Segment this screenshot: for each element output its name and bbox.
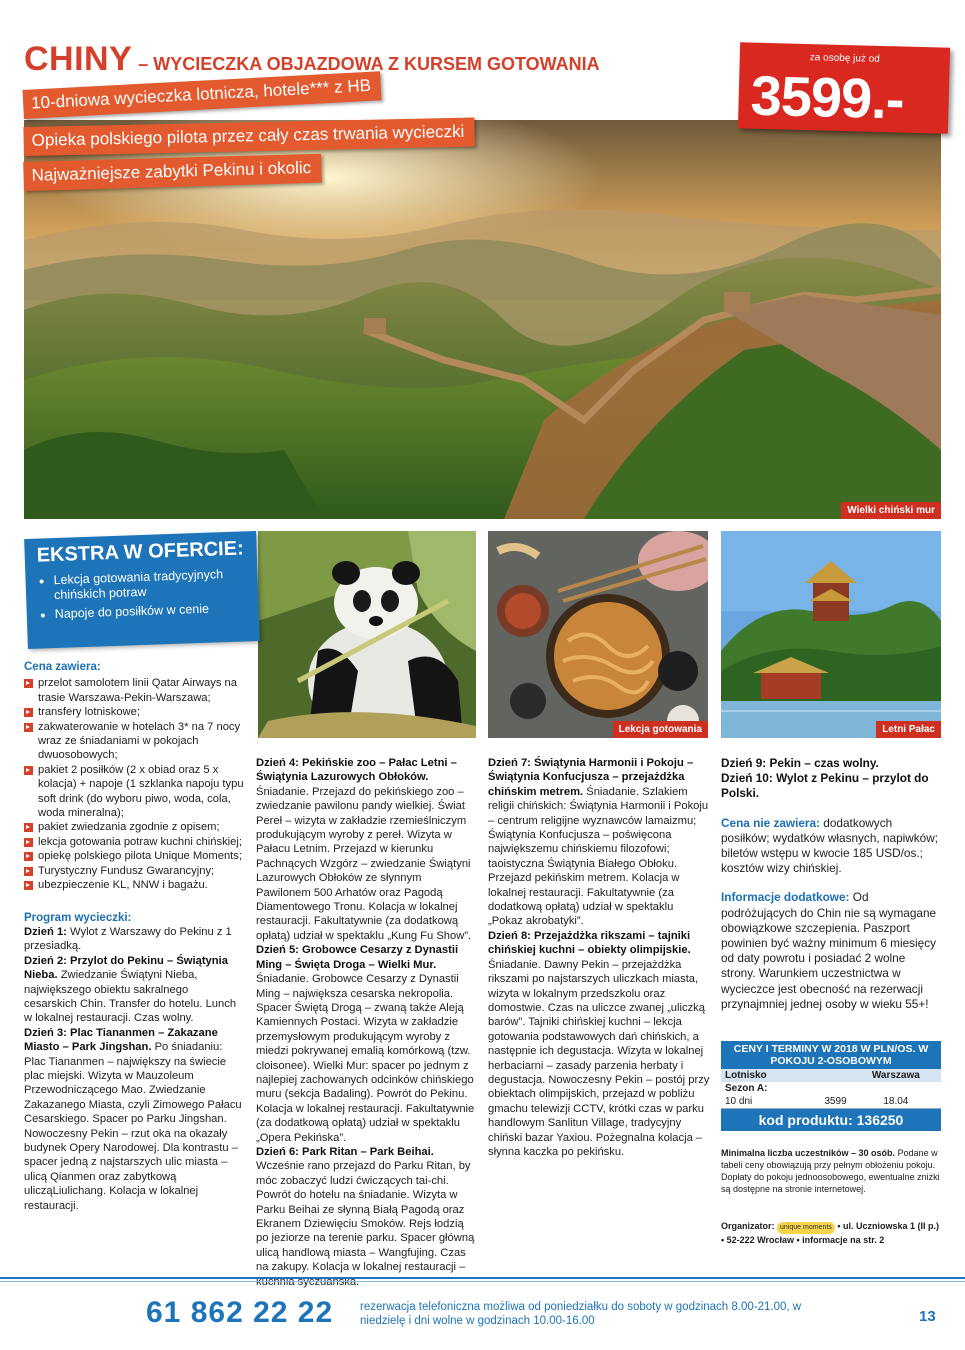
price-table [721,1041,941,1131]
extra-offer-box [24,531,260,649]
day-5: Dzień 5: Grobowce Cesarzy z Dynastii Ming – Święta Droga – Wielki Mur. Śniadanie. Grobowce Cesarzy z Dynastii Ming – największa cesarska nekropolia. Spacer Świętą Drogą – zwaną także Aleją Kamiennych Postaci. Wizyta w zakładzie przemysłowym produkującym wyroby z miedzi pokrywanej emalią komórkową (tzw. cloisonee). Wielki Mur: spacer po jednym z najlepiej zachowanych odcinków chińskiego muru (sekcja Badaling). Powrót do Pekinu. Kolacja w lokalnej restauracji. Fakultatywnie (za dodatkową opłatą) udział w spektaklu „Opera Pekińska”. [256,944,475,1144]
day-1: Dzień 1: Wylot z Warszawy do Pekinu z 1 przesiadką. [24,925,232,953]
includes-item: pakiet 2 posiłków (2 x obiad oraz 5 x kolacja) + napoje (1 szklanka napoju typu soft drink (do wyboru piwo, woda, cola, woda mineralna); [24,763,244,821]
price-tag [738,42,950,133]
includes-item: zakwaterowanie w hotelach 3* na 7 nocy wraz ze śniadaniami w pokojach dwuosobowych; [24,720,244,763]
includes-item: przelot samolotem linii Qatar Airways na trasie Warszawa-Pekin-Warszawa; [24,676,244,705]
page-title [24,40,600,79]
extra-offer-title: EKSTRA W OFERCIE: [36,537,245,567]
title-sub: – WYCIECZKA OBJAZDOWA Z KURSEM GOTOWANIA [138,54,600,74]
page-number: 13 [919,1308,936,1325]
excludes: Cena nie zawiera: dodatkowych posiłków; wydatków własnych, napiwków; biletów wstępu w kwocie 185 USD/os.; kosztów wizy chińskiej. [721,815,939,876]
ribbon-monuments: Najważniejsze zabytki Pekinu i okolic [23,154,321,191]
column-1 [24,660,244,1213]
product-code: kod produktu: 136250 [721,1109,941,1132]
table-price: 3599 [824,1096,847,1107]
cooking-caption: Lekcja gotowania [613,721,708,738]
panda-photo [258,531,476,738]
day-7: Dzień 7: Świątynia Harmonii i Pokoju – Świątynia Konfucjusza – przejażdżka chińskim metrem. Śniadanie. Szlakiem religii chińskich: Świątynia Harmonii i Pokoju – centrum religijne wyznawców lamaizmu; Świątynia Konfucjusza – poświęcona największemu chińskiemu filozofowi; taoistyczna Świątynia Białego Obłoku. Przejazd pekińskim metrem. Kolacja w lokalnej restauracji. Fakultatywnie (za dodatkową opłatą) udział w spektaklu „Pokaz akrobatyki”. [488,757,709,928]
palace-illustration [721,531,941,738]
includes-list [24,676,244,892]
minimal-participants: Minimalna liczba uczestników – 30 osób. Podane w tabeli ceny obowiązują przy pełnym obłożeniu pokoju. Dopłaty do pokoju jednoosobowego, ewentualne zniżki są dostępne na stronie internetowej. [721,1148,940,1194]
season-label: Sezon A: [725,1083,768,1094]
phone-hours-note: rezerwacja telefoniczna możliwa od poniedziałku do soboty w godzinach 8.00-21.00, w niedzielę i dni wolne w godzinach 10.00-16.00 [360,1301,802,1327]
hero-caption: Wielki chiński mur [841,502,941,519]
extra-offer-item: • Lekcja gotowania tradycyjnych chińskich potraw [53,566,258,603]
unique-moments-logo: unique moments [777,1222,835,1234]
day-10: Dzień 10: Wylot z Pekinu – przylot do Polski. [721,771,929,801]
price-from-label: za osobę już od [809,52,880,65]
phone-number[interactable]: 61 862 22 22 [146,1296,334,1329]
price-amount: 3599.- [749,63,905,131]
organizer-label: Organizator: [721,1221,775,1231]
palace-caption: Letni Pałac [876,721,941,738]
includes-item: pakiet zwiedzania zgodnie z opisem; [24,820,244,834]
title-main: CHINY [24,40,133,78]
additional-info: Informacje dodatkowe: Od podróżujących do Chin nie są wymagane obowiązkowe szczepienia. Paszport powinien być ważny minimum 6 miesięcy od daty powrotu i posiadać 2 wolne strony. Warunkiem uczestnictwa w wycieczce jest obecność na rezerwacji przynajmniej jednej osoby w wieku 55+! [721,890,937,1011]
day-9: Dzień 9: Pekin – czas wolny. [721,756,879,770]
includes-item: opiekę polskiego pilota Unique Moments; [24,849,244,863]
includes-item: lekcja gotowania potraw kuchni chińskiej; [24,835,244,849]
footer-divider [0,1277,965,1279]
noodles-illustration [488,531,708,738]
col-city: Warszawa [851,1069,941,1082]
cooking-photo [488,531,708,738]
includes-item: Turystyczny Fundusz Gwarancyjny; [24,864,244,878]
day-2: Dzień 2: Przylot do Pekinu – Świątynia Nieba. Zwiedzanie Świątyni Nieba, największego obiektu sakralnego cesarskich Chin. Transfer do hotelu. Lunch w lokalnej restauracji. Czas wolny. [24,954,237,1025]
ribbon-pilot: Opieka polskiego pilota przez cały czas trwania wycieczki [23,118,474,156]
extra-offer-list [25,566,259,623]
day-3: Dzień 3: Plac Tiananmen – Zakazane Miasto – Park Jingshan. Po śniadaniu: Plac Tiananmen – największy na świecie plac miejski. Wizyta w Mauzoleum Przewodniczącego Mao. Zwiedzanie Zakazanego Miasta, czyli Zimowego Pałacu Cesarskiego. Spacer po Parku Jingshan. Nowoczesny Pekin – rzut oka na okazały budynek Opery Narodowej. Dla kontrastu – spacer jedną z najstarszych ulic miasta – ulicą Qianmen oraz zabytkową ulicząLiulichang. Kolacja w lokalnej restauracji. [24,1026,242,1212]
column-2 [256,756,476,1289]
footer-divider-thin [0,1281,965,1282]
col-airport: Lotnisko [721,1069,802,1082]
program-title: Program wycieczki: [24,911,132,924]
organizer [721,1220,941,1246]
summer-palace-photo [721,531,941,738]
organizer-address: • ul. Uczniowska 1 (II p.) • 52-222 Wrocław • informacje na str. 2 [721,1221,939,1245]
includes-item: transfery lotniskowe; [24,705,244,719]
includes-item: ubezpieczenie KL, NNW i bagażu. [24,878,244,892]
day-8: Dzień 8: Przejażdżka rikszami – tajniki chińskiej kuchni – obiekty olimpijskie. Śniadanie. Dawny Pekin – przejażdżka rikszami po najstarszych uliczkach miasta, wizyta w lokalnym przedszkolu oraz domostwie. Czas na uliczce zwanej „uliczką barów”. Tajniki chińskiej kuchni – lekcja gotowania podstawowych dań chińskich, a następnie ich degustacja. Wizyta w lokalnej herbaciarni – zasady parzenia herbaty i degustacja. Nowoczesny Pekin – postój przy obiektach olimpijskich, przejazd w pobliżu gmachu telewizji CCTV, krótki czas w parku handlowym Sanlitun Village, tradycyjny chiński bazar Yaxiou. Pożegnalna kolacja – słynna kaczka po pekińsku. [488,929,710,1158]
day-6: Dzień 6: Park Ritan – Park Beihai. Wcześnie rano przejazd do Parku Ritan, by móc zobaczyć ludzi ćwiczących tai-chi. Powrót do hotelu na śniadanie. Wizyta w Parku Beihai ze słynną Białą Pagodą oraz Ekranem Dziewięciu Smoków. Rejs łodzią po jeziorze na terenie parku. Spacer główną ulicą handlową miasta – Wangfujing. Czas na zakupy. Kolacja w lokalnej restauracji – [256,1145,475,1274]
column-3 [488,756,710,1159]
column-4 [721,756,941,1012]
price-table-title: CENY I TERMINY W 2018 W PLN/OS. W POKOJU 2-OSOBOWYM [721,1041,941,1069]
panda-illustration [258,531,476,738]
extra-offer-item: • Napoje do posiłków w cenie [55,600,259,622]
table-date: 18.04 [883,1096,909,1107]
day-4: Dzień 4: Pekińskie zoo – Pałac Letni – Świątynia Lazurowych Obłoków. Śniadanie. Przejazd do pekińskiego zoo – zwiedzanie pawilonu pandy wielkiej. Świat Pereł – wizyta w zakładzie rzemieślniczym produkującym wyroby z pereł. Wizyta w Pałacu Letnim. Przejazd w kierunku Pachnących Wzgórz – zwiedzanie Świątyni Lazurowych Obłoków ze słynnym Pawilonem 500 Arhatów oraz Pagodą Diamentowego Tronu. Kolacja w lokalnej restauracji. Fakultatywnie (za dodatkową opłatą) udział w spektaklu „Kung Fu Show”. [256,757,472,942]
trip-length: 10 dni [725,1096,753,1107]
ribbon-trip-type: 10-dniowa wycieczka lotnicza, hotele*** z HB [22,71,381,119]
includes-title: Cena zawiera: [24,661,101,673]
